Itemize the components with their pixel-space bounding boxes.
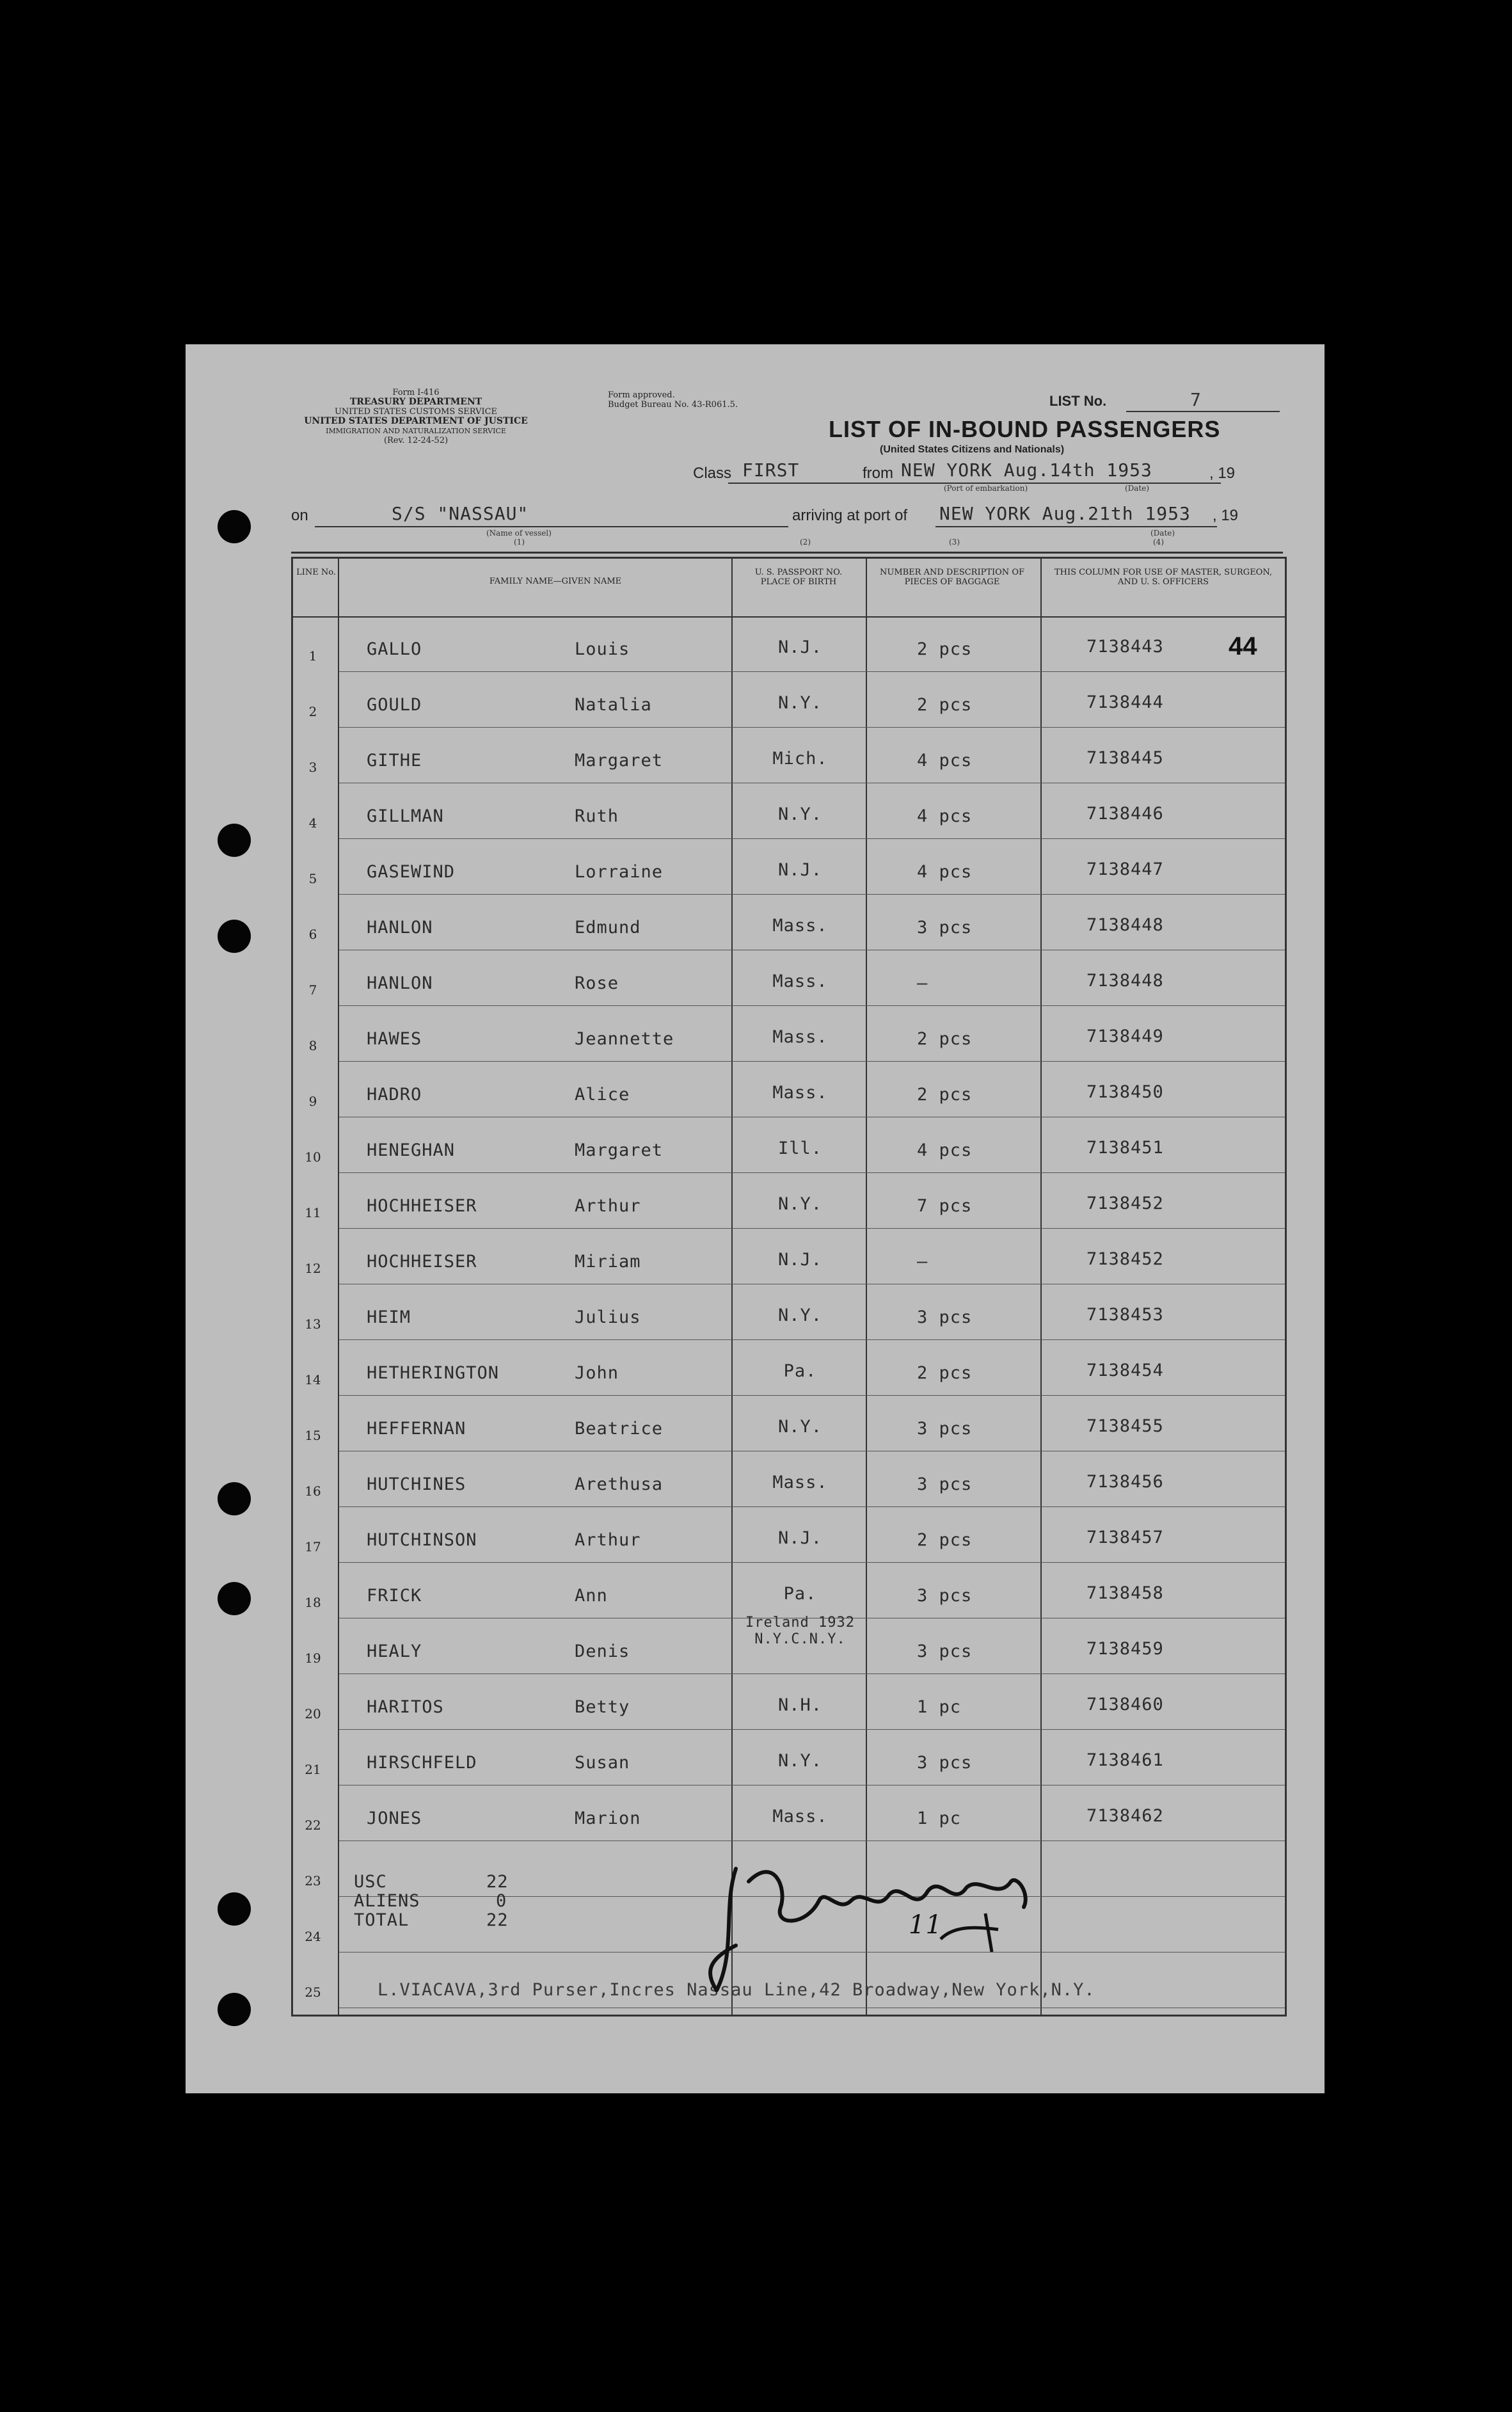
family-name: HENEGHAN: [367, 1140, 456, 1160]
col-number-1: (1): [514, 538, 525, 547]
ins-service: IMMIGRATION AND NATURALIZATION SERVICE: [326, 427, 506, 435]
place-of-birth: N.Y.: [777, 1417, 823, 1437]
arrival-value: NEW YORK Aug.21th 1953: [939, 503, 1191, 524]
baggage-count: 1 pc: [917, 1809, 962, 1828]
officer-number: 7138458: [1086, 1583, 1164, 1603]
from-value: NEW YORK Aug.14th 1953: [901, 459, 1152, 481]
usc-count: 22: [486, 1872, 509, 1892]
officer-number: 7138454: [1086, 1361, 1164, 1380]
place-of-birth: N.J.: [777, 860, 823, 880]
given-name: Arethusa: [575, 1474, 664, 1494]
given-name: Natalia: [575, 695, 652, 715]
family-name: HOCHHEISER: [367, 1252, 477, 1272]
justice-dept: UNITED STATES DEPARTMENT OF JUSTICE: [304, 416, 528, 426]
officer-number: 7138452: [1086, 1249, 1164, 1269]
officer-number: 7138455: [1086, 1416, 1164, 1436]
line-number: 9: [308, 1094, 317, 1109]
table-row: [293, 1229, 1285, 1284]
table-row: [293, 1615, 1285, 1674]
table-row: [293, 1730, 1285, 1785]
header-rule: [291, 552, 1283, 554]
family-name: HANLON: [367, 918, 433, 938]
family-name: HETHERINGTON: [367, 1363, 500, 1383]
place-of-birth: Mass.: [772, 1807, 828, 1826]
officer-number: 7138445: [1086, 748, 1164, 768]
binder-hole: [218, 510, 251, 543]
place-of-birth: Mass.: [772, 1473, 828, 1492]
officer-number: 7138443: [1086, 637, 1164, 657]
table-row: [293, 1674, 1285, 1730]
binder-hole: [218, 1993, 251, 2026]
officer-number: 7138447: [1086, 859, 1164, 879]
page-subtitle: (United States Citizens and Nationals): [880, 444, 1065, 455]
place-of-birth: Mass.: [772, 916, 828, 936]
line-number: 3: [308, 760, 317, 775]
vessel-name: S/S "NASSAU": [392, 503, 529, 524]
officer-number: 7138446: [1086, 804, 1164, 824]
page-total: 44: [1229, 632, 1257, 660]
binder-hole: [218, 920, 251, 953]
officer-signature: [697, 1830, 1056, 2003]
form-header-mid: [608, 390, 738, 410]
table-row: [293, 1006, 1285, 1062]
baggage-count: 4 pcs: [917, 862, 973, 882]
officer-number: 7138444: [1086, 692, 1164, 712]
given-name: Edmund: [575, 918, 641, 938]
year-suffix-arrival: , 19: [1213, 507, 1239, 524]
baggage-count: 4 pcs: [917, 751, 973, 771]
line-number: 21: [305, 1762, 321, 1777]
table-row: [293, 1117, 1285, 1173]
on-label: on: [291, 507, 308, 524]
family-name: GOULD: [367, 695, 422, 715]
table-row: [293, 1451, 1285, 1507]
place-of-birth: Mich.: [772, 749, 828, 769]
family-name: GALLO: [367, 639, 422, 659]
family-name: GITHE: [367, 751, 422, 771]
given-name: Miriam: [575, 1252, 641, 1272]
table-row: [293, 1563, 1285, 1618]
baggage-count: 4 pcs: [917, 1140, 973, 1160]
col-header-passport: U. S. PASSPORT NO. PLACE OF BIRTH: [754, 568, 843, 587]
form-header-left: [282, 388, 550, 445]
table-row: [293, 783, 1285, 839]
aliens-count: 0: [496, 1891, 507, 1911]
line-number: 1: [308, 648, 317, 664]
officer-number: 7138451: [1086, 1138, 1164, 1158]
arriving-label: arriving at port of: [792, 507, 908, 524]
officer-number: 7138450: [1086, 1082, 1164, 1102]
revision: (Rev. 12-24-52): [383, 436, 449, 445]
table-header: [293, 559, 1285, 618]
baggage-count: —: [917, 1252, 928, 1272]
family-name: HEFFERNAN: [367, 1419, 466, 1439]
line-number: 24: [305, 1929, 321, 1944]
family-name: HUTCHINSON: [367, 1530, 477, 1550]
line-number: 15: [305, 1428, 321, 1443]
page-title: LIST OF IN-BOUND PASSENGERS: [829, 416, 1221, 442]
baggage-count: 3 pcs: [917, 918, 973, 938]
usc-label: USC: [354, 1872, 387, 1892]
place-of-birth: Mass.: [772, 971, 828, 991]
table-row: [293, 1062, 1285, 1117]
family-name: HARITOS: [367, 1697, 444, 1717]
col-number-4: (4): [1153, 538, 1164, 547]
line-number: 2: [308, 704, 317, 719]
baggage-count: 2 pcs: [917, 1363, 973, 1383]
treasury-dept: TREASURY DEPARTMENT: [349, 397, 482, 407]
place-of-birth: Pa.: [783, 1584, 817, 1604]
arrival-underline: [935, 526, 1217, 527]
table-row: [293, 1507, 1285, 1563]
given-name: Arthur: [575, 1530, 641, 1550]
baggage-count: 3 pcs: [917, 1307, 973, 1327]
budget-bureau: Budget Bureau No. 43-R061.5.: [608, 400, 738, 410]
line-number: 5: [308, 871, 317, 886]
given-name: John: [575, 1363, 619, 1383]
family-name: GILLMAN: [367, 806, 444, 826]
baggage-count: 4 pcs: [917, 806, 973, 826]
list-no-value: 7: [1190, 389, 1201, 410]
given-name: Betty: [575, 1697, 630, 1717]
family-name: HAWES: [367, 1029, 422, 1049]
given-name: Margaret: [575, 1140, 664, 1160]
list-no-underline: [1126, 411, 1280, 412]
table-row: [293, 672, 1285, 728]
given-name: Ann: [575, 1586, 608, 1606]
place-of-birth: Pa.: [783, 1361, 817, 1381]
passenger-table: [291, 557, 1287, 2017]
binder-hole: [218, 824, 251, 857]
officer-number: 7138462: [1086, 1806, 1164, 1826]
family-name: HIRSCHFELD: [367, 1753, 477, 1773]
line-number: 4: [308, 815, 317, 831]
given-name: Arthur: [575, 1196, 641, 1216]
officer-number: 7138448: [1086, 971, 1164, 991]
embarkation-caption: (Port of embarkation): [944, 484, 1028, 493]
officer-number: 7138448: [1086, 915, 1164, 935]
date-caption-top: (Date): [1125, 484, 1150, 493]
place-of-birth: Ill.: [777, 1138, 823, 1158]
place-of-birth: Mass.: [772, 1083, 828, 1103]
binder-holes: [218, 0, 256, 2412]
given-name: Lorraine: [575, 862, 664, 882]
table-row: [293, 1340, 1285, 1396]
given-name: Julius: [575, 1307, 641, 1327]
place-of-birth: N.H.: [777, 1695, 823, 1715]
given-name: Margaret: [575, 751, 664, 771]
signature-note: 11: [909, 1910, 943, 1940]
binder-hole: [218, 1482, 251, 1515]
table-row: [293, 616, 1285, 672]
line-number: 25: [305, 1985, 321, 2000]
baggage-count: 3 pcs: [917, 1474, 973, 1494]
given-name: Louis: [575, 639, 630, 659]
given-name: Beatrice: [575, 1419, 664, 1439]
baggage-count: 2 pcs: [917, 695, 973, 715]
year-suffix: , 19: [1209, 465, 1236, 482]
line-number: 12: [305, 1261, 321, 1276]
officer-number: 7138461: [1086, 1750, 1164, 1770]
line-number: 16: [305, 1483, 321, 1499]
form-approved: Form approved.: [608, 390, 675, 400]
place-of-birth: N.Y.: [777, 1306, 823, 1325]
officer-number: 7138457: [1086, 1528, 1164, 1547]
given-name: Rose: [575, 973, 619, 993]
table-row: [293, 1173, 1285, 1229]
family-name: HEIM: [367, 1307, 411, 1327]
baggage-count: 2 pcs: [917, 1029, 973, 1049]
given-name: Alice: [575, 1085, 630, 1105]
col-header-officers: THIS COLUMN FOR USE OF MASTER, SURGEON, AND U. S. OFFICERS: [1054, 568, 1273, 587]
customs-service: UNITED STATES CUSTOMS SERVICE: [334, 407, 498, 417]
place-of-birth: N.Y.: [777, 1194, 823, 1214]
aliens-label: ALIENS: [354, 1891, 420, 1911]
from-label: from: [863, 465, 893, 482]
officer-number: 7138459: [1086, 1639, 1164, 1659]
baggage-count: 2 pcs: [917, 639, 973, 659]
given-name: Susan: [575, 1753, 630, 1773]
baggage-count: 7 pcs: [917, 1196, 973, 1216]
col-number-3: (3): [949, 538, 960, 547]
family-name: FRICK: [367, 1586, 422, 1606]
family-name: JONES: [367, 1809, 422, 1828]
baggage-count: 3 pcs: [917, 1586, 973, 1606]
baggage-count: 3 pcs: [917, 1753, 973, 1773]
table-row: [293, 895, 1285, 950]
officer-number: 7138456: [1086, 1472, 1164, 1492]
baggage-count: 2 pcs: [917, 1530, 973, 1550]
officer-number: 7138453: [1086, 1305, 1164, 1325]
family-name: HUTCHINES: [367, 1474, 466, 1494]
vessel-underline: [315, 526, 788, 527]
total-count: 22: [486, 1910, 509, 1930]
col-header-baggage: NUMBER AND DESCRIPTION OF PIECES OF BAGGAGE: [879, 568, 1024, 587]
class-label: Class: [693, 465, 732, 482]
binder-hole: [218, 1582, 251, 1615]
baggage-count: 2 pcs: [917, 1085, 973, 1105]
line-number: 23: [305, 1873, 321, 1889]
family-name: HANLON: [367, 973, 433, 993]
form-number: Form I-416: [392, 388, 440, 397]
family-name: GASEWIND: [367, 862, 456, 882]
officer-number: 7138460: [1086, 1695, 1164, 1714]
table-row: [293, 1284, 1285, 1340]
place-of-birth: N.J.: [777, 637, 823, 657]
family-name: HADRO: [367, 1085, 422, 1105]
col-header-name: FAMILY NAME—GIVEN NAME: [489, 577, 622, 586]
place-of-birth: N.J.: [777, 1250, 823, 1270]
given-name: Jeannette: [575, 1029, 674, 1049]
baggage-count: 1 pc: [917, 1697, 962, 1717]
place-of-birth: Mass.: [772, 1027, 828, 1047]
line-number: 19: [305, 1650, 321, 1666]
class-value: FIRST: [742, 459, 800, 481]
family-name: HEALY: [367, 1641, 422, 1661]
officer-number: 7138449: [1086, 1026, 1164, 1046]
baggage-count: 3 pcs: [917, 1419, 973, 1439]
officer-number: 7138452: [1086, 1194, 1164, 1213]
list-no-label: LIST No.: [1049, 393, 1107, 409]
line-number: 14: [305, 1372, 321, 1387]
line-number: 10: [305, 1149, 321, 1165]
binder-hole: [218, 1892, 251, 1926]
table-row: [293, 839, 1285, 895]
given-name: Marion: [575, 1809, 641, 1828]
line-number: 18: [305, 1595, 321, 1610]
line-number: 6: [308, 927, 317, 942]
table-row: [293, 950, 1285, 1006]
line-number: 11: [305, 1205, 321, 1220]
table-row: [293, 1396, 1285, 1451]
table-row: [293, 728, 1285, 783]
place-of-birth: N.Y.: [777, 804, 823, 824]
place-of-birth: N.Y.: [777, 1751, 823, 1771]
baggage-count: —: [917, 973, 928, 993]
line-number: 8: [308, 1038, 317, 1053]
place-of-birth: N.J.: [777, 1528, 823, 1548]
line-number: 7: [308, 982, 317, 998]
place-of-birth: N.Y.: [777, 693, 823, 713]
purser-footer: L.VIACAVA,3rd Purser,Incres Nassau Line,42 Broadway,New York,N.Y.: [378, 1980, 1095, 2000]
total-label: TOTAL: [354, 1910, 410, 1930]
given-name: Ruth: [575, 806, 619, 826]
vessel-caption: (Name of vessel): [486, 529, 552, 538]
line-number: 17: [305, 1539, 321, 1554]
family-name: HOCHHEISER: [367, 1196, 477, 1216]
baggage-count: 3 pcs: [917, 1641, 973, 1661]
date-caption: (Date): [1150, 529, 1175, 538]
line-number: 13: [305, 1316, 321, 1332]
line-number: 22: [305, 1817, 321, 1833]
col-header-line: LINE No.: [296, 568, 336, 577]
col-number-2: (2): [800, 538, 811, 547]
given-name: Denis: [575, 1641, 630, 1661]
place-of-birth: Ireland 1932 N.Y.C.N.Y.: [745, 1615, 855, 1647]
line-number: 20: [305, 1706, 321, 1721]
